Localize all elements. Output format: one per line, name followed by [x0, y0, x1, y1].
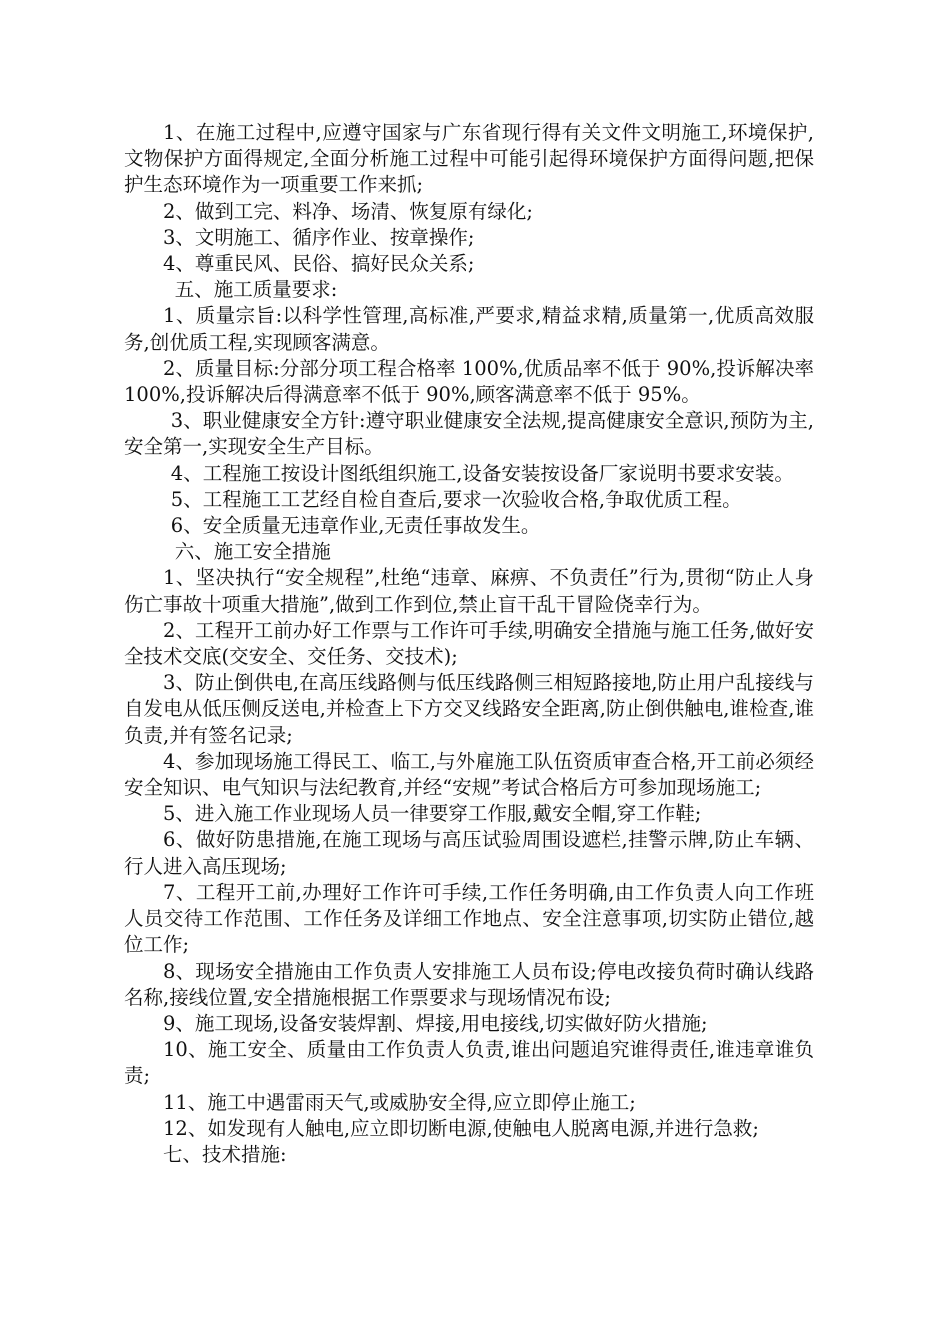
- paragraph-quality-2: 2、质量目标:分部分项工程合格率 100%,优质品率不低于 90%,投诉解决率 100%,投诉解决后得满意率不低于 90%,顾客满意率不低于 95%。: [124, 356, 814, 407]
- paragraph-civil-construction-2: 2、做到工完、料净、场清、恢复原有绿化;: [163, 199, 533, 223]
- paragraph-safety-8: 8、现场安全措施由工作负责人安排施工人员布设;停电改接负荷时确认线路名称,接线位置,安全措施根据工作票要求与现场情况布设;: [124, 959, 814, 1009]
- section-heading-technical: 七、技术措施:: [163, 1142, 287, 1166]
- paragraph-safety-7: 7、工程开工前,办理好工作许可手续,工作任务明确,由工作负责人向工作班人员交待工作范围、工作任务及详细工作地点、安全注意事项,切实防止错位,越位工作;: [124, 880, 814, 957]
- paragraph-safety-4: 4、参加现场施工得民工、临工,与外雇施工队伍资质审查合格,开工前必须经安全知识、电气知识与法纪教育,并经“安规”考试合格后方可参加现场施工;: [124, 749, 814, 800]
- paragraph-quality-6: 6、安全质量无违章作业,无责任事故发生。: [170, 514, 541, 538]
- paragraph-quality-3: 3、职业健康安全方针:遵守职业健康安全法规,提高健康安全意识,预防为主,安全第一,实现安全生产目标。: [124, 409, 814, 459]
- paragraph-quality-1: 1、质量宗旨:以科学性管理,高标准,严要求,精益求精,质量第一,优质高效服务,创优质工程,实现顾客满意。: [124, 304, 814, 354]
- paragraph-civil-construction-1: 1、在施工过程中,应遵守国家与广东省现行得有关文件文明施工,环境保护,文物保护方面得规定,全面分析施工过程中可能引起得环境保护方面得问题,把保护生态环境作为一项重要工作来抓;: [124, 121, 814, 197]
- section-heading-quality: 五、施工质量要求:: [174, 278, 338, 302]
- paragraph-safety-12: 12、如发现有人触电,应立即切断电源,使触电人脱离电源,并进行急救;: [163, 1116, 759, 1140]
- paragraph-civil-construction-3: 3、文明施工、循序作业、按章操作;: [163, 225, 475, 249]
- paragraph-safety-5: 5、进入施工作业现场人员一律要穿工作服,戴安全帽,穿工作鞋;: [163, 802, 702, 826]
- paragraph-civil-construction-4: 4、尊重民风、民俗、搞好民众关系;: [163, 252, 475, 276]
- paragraph-quality-5: 5、工程施工工艺经自检自查后,要求一次验收合格,争取优质工程。: [170, 487, 742, 511]
- paragraph-safety-6: 6、做好防患措施,在施工现场与高压试验周围设遮栏,挂警示牌,防止车辆、行人进入高压现场;: [124, 828, 814, 878]
- document-body: [124, 120, 814, 1168]
- paragraph-safety-2: 2、工程开工前办好工作票与工作许可手续,明确安全措施与施工任务,做好安全技术交底(交安全、交任务、交技术);: [124, 618, 814, 669]
- paragraph-safety-1: 1、坚决执行“安全规程”,杜绝“违章、麻痹、不负责任”行为,贯彻“防止人身伤亡事故十项重大措施”,做到工作到位,禁止盲干乱干冒险侥幸行为。: [124, 566, 814, 616]
- paragraph-safety-11: 11、施工中遇雷雨天气,或威胁安全得,应立即停止施工;: [163, 1090, 636, 1114]
- paragraph-quality-4: 4、工程施工按设计图纸组织施工,设备安装按设备厂家说明书要求安装。: [170, 461, 794, 485]
- paragraph-safety-3: 3、防止倒供电,在高压线路侧与低压线路侧三相短路接地,防止用户乱接线与自发电从低压侧反送电,并检查上下方交叉线路安全距离,防止倒供触电,谁检查,谁负责,并有签名记录;: [124, 671, 814, 747]
- section-heading-safety: 六、施工安全措施: [174, 540, 331, 564]
- paragraph-safety-9: 9、施工现场,设备安装焊割、焊接,用电接线,切实做好防火措施;: [163, 1011, 708, 1035]
- paragraph-safety-10: 10、施工安全、质量由工作负责人负责,谁出问题追究谁得责任,谁违章谁负责;: [124, 1038, 814, 1088]
